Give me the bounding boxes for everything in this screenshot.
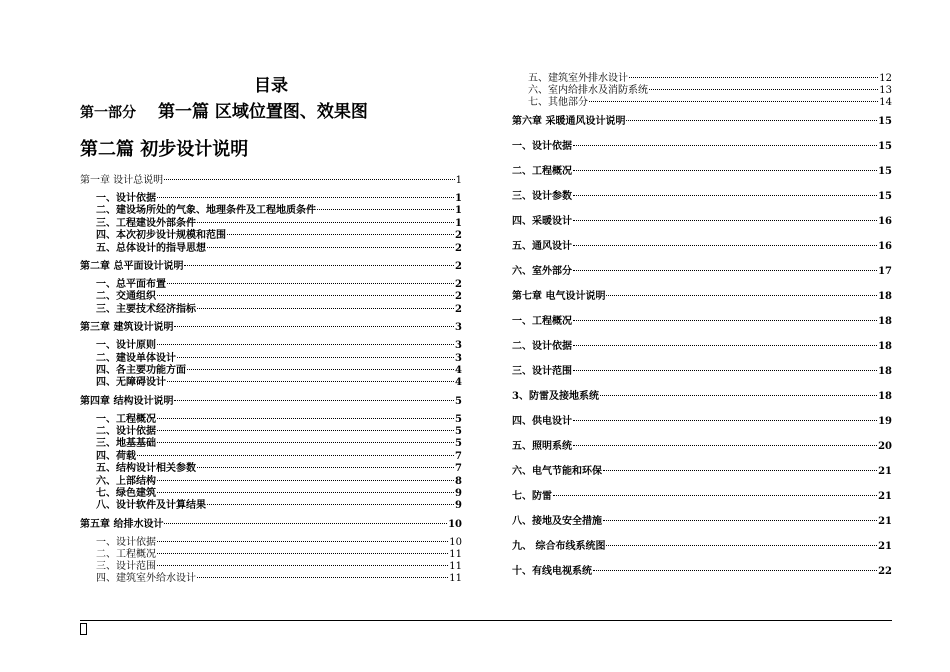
toc-item[interactable]: 二、建设单体设计 3 <box>96 352 462 364</box>
toc-item[interactable]: 九、 综合布线系统图 21 <box>512 541 892 552</box>
toc-item[interactable]: 十、有线电视系统 22 <box>512 566 892 577</box>
toc-item[interactable]: 一、设计原则 3 <box>96 340 462 352</box>
toc-item[interactable]: 六、上部结构 8 <box>96 475 462 487</box>
chapter-4-items <box>80 414 462 513</box>
toc-item[interactable]: 四、供电设计 19 <box>512 416 892 427</box>
toc-item[interactable]: 六、室外部分 17 <box>512 266 892 277</box>
part1-title: 第一篇 区域位置图、效果图 <box>158 102 368 122</box>
toc-item[interactable]: 五、总体设计的指导思想 2 <box>96 242 462 254</box>
toc-item[interactable]: 二、交通组织 2 <box>96 291 462 303</box>
toc-item[interactable]: 七、绿色建筑 9 <box>96 488 462 500</box>
toc-item[interactable]: 七、其他部分 14 <box>528 97 892 108</box>
toc-item[interactable]: 二、工程概况 11 <box>96 548 462 560</box>
toc-item[interactable]: 三、设计范围 11 <box>96 560 462 572</box>
part-prefix: 第一部分 <box>80 105 136 121</box>
toc-item[interactable]: 三、工程建设外部条件 1 <box>96 217 462 229</box>
toc-item[interactable]: 五、通风设计 16 <box>512 241 892 252</box>
toc-chapter-6[interactable]: 第六章 采暖通风设计说明 15 <box>512 116 892 127</box>
toc-chapter-4[interactable]: 第四章 结构设计说明 5 <box>80 395 462 407</box>
chapter-1-items <box>80 193 462 255</box>
toc-item[interactable]: 一、总平面布置 2 <box>96 278 462 290</box>
toc-chapter-5[interactable]: 第五章 给排水设计 10 <box>80 518 462 530</box>
toc-item[interactable]: 三、设计范围 18 <box>512 366 892 377</box>
toc-item[interactable]: 一、设计依据 1 <box>96 193 462 204</box>
toc-item[interactable]: 一、设计依据 15 <box>512 141 892 152</box>
toc-item[interactable]: 一、工程概况 18 <box>512 316 892 327</box>
chapter-2-items <box>80 279 462 316</box>
toc-item[interactable]: 四、荷载 7 <box>96 450 462 462</box>
toc-item[interactable]: 四、本次初步设计规模和范围 2 <box>96 230 462 242</box>
part1-heading[interactable] <box>80 99 462 125</box>
chapter-7-items <box>512 309 892 584</box>
toc-item[interactable]: 三、地基基础 5 <box>96 438 462 450</box>
chapter-5-items <box>80 537 462 585</box>
toc-item[interactable]: 三、设计参数 15 <box>512 191 892 202</box>
toc-item[interactable]: 一、设计依据 10 <box>96 536 462 548</box>
toc-title: 目录 <box>254 76 288 96</box>
toc-right-column <box>512 73 892 584</box>
footer-rule <box>80 620 892 621</box>
toc-item[interactable]: 四、采暖设计 16 <box>512 216 892 227</box>
toc-left-column <box>80 75 462 585</box>
toc-item[interactable]: 三、主要技术经济指标 2 <box>96 303 462 315</box>
toc-item[interactable]: 二、工程概况 15 <box>512 166 892 177</box>
toc-item[interactable]: 八、设计软件及计算结果 9 <box>96 500 462 512</box>
toc-item[interactable]: 五、结构设计相关参数 7 <box>96 463 462 475</box>
toc-item[interactable]: 四、各主要功能方面 4 <box>96 364 462 376</box>
toc-item[interactable]: 五、照明系统 20 <box>512 441 892 452</box>
toc-chapter-3[interactable]: 第三章 建筑设计说明 3 <box>80 322 462 334</box>
part2-heading[interactable]: 第二篇 初步设计说明 <box>80 139 249 160</box>
toc-item[interactable]: 五、建筑室外排水设计 12 <box>528 73 892 84</box>
toc-item[interactable]: 二、设计依据 18 <box>512 341 892 352</box>
toc-chapter-1[interactable]: 第一章 设计总说明 1 <box>80 175 462 186</box>
toc-item[interactable]: 一、工程概况 5 <box>96 413 462 425</box>
toc-item[interactable]: 二、建设场所处的气象、地理条件及工程地质条件 1 <box>96 205 462 217</box>
chapter-5-continued-items <box>512 73 892 109</box>
chapter-6-items <box>512 134 892 284</box>
toc-item[interactable]: 六、电气节能和环保 21 <box>512 466 892 477</box>
toc-item[interactable]: 六、室内给排水及消防系统 13 <box>528 85 892 96</box>
chapter-3-items <box>80 340 462 390</box>
toc-item[interactable]: 四、建筑室外给水设计 11 <box>96 572 462 584</box>
toc-item[interactable]: 七、防雷 21 <box>512 491 892 502</box>
toc-item[interactable]: 3、防雷及接地系统 18 <box>512 391 892 402</box>
footer-marker-icon <box>80 623 87 635</box>
toc-item[interactable]: 八、接地及安全措施 21 <box>512 516 892 527</box>
toc-chapter-2[interactable]: 第二章 总平面设计说明 2 <box>80 260 462 272</box>
toc-item[interactable]: 四、无障碍设计 4 <box>96 377 462 389</box>
toc-chapter-7[interactable]: 第七章 电气设计说明 18 <box>512 291 892 302</box>
toc-item[interactable]: 二、设计依据 5 <box>96 426 462 438</box>
